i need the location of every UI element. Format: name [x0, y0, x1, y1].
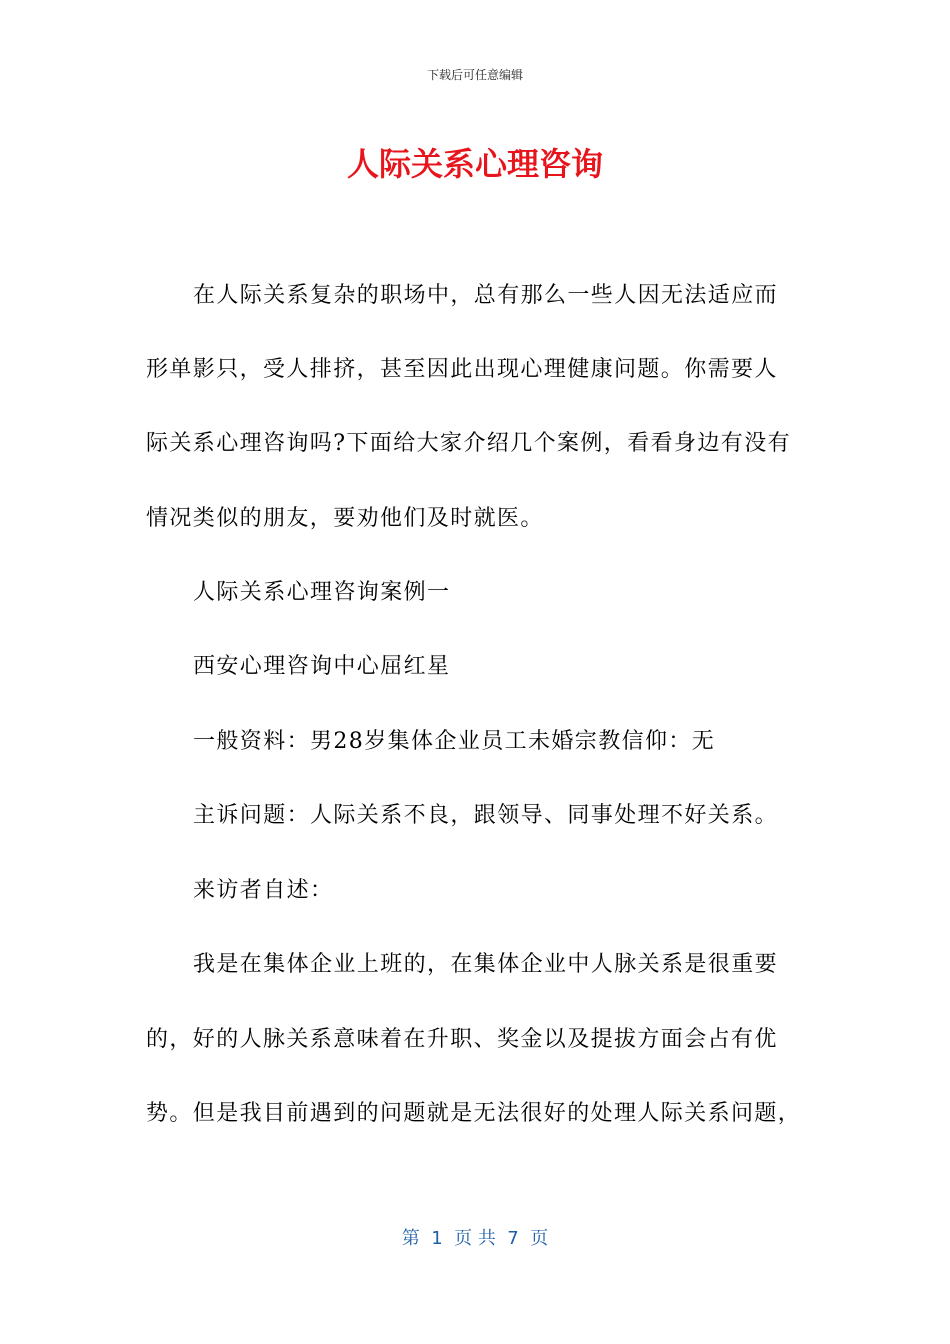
paragraph-line: 在人际关系复杂的职场中，总有那么一些人因无法适应而 — [193, 283, 779, 308]
header-note: 下载后可任意编辑 — [426, 68, 523, 82]
case-heading: 人际关系心理咨询案例一 — [193, 580, 451, 605]
author-line: 西安心理咨询中心屈红星 — [193, 654, 451, 679]
paragraph-line: 势。但是我目前遇到的问题就是无法很好的处理人际关系问题， — [146, 1101, 802, 1126]
paragraph-line: 际关系心理咨询吗?下面给大家介绍几个案例，看看身边有没有 — [146, 431, 791, 456]
paragraph-line: 形单影只，受人排挤，甚至因此出现心理健康问题。你需要人 — [146, 357, 778, 382]
paragraph-line: 我是在集体企业上班的，在集体企业中人脉关系是很重要 — [193, 952, 779, 977]
self-report-heading: 来访者自述： — [193, 878, 334, 903]
document-title: 人际关系心理咨询 — [346, 145, 603, 183]
paragraph-line: 的，好的人脉关系意味着在升职、奖金以及提拔方面会占有优 — [146, 1027, 778, 1052]
complaint-line: 主诉问题：人际关系不良，跟领导、同事处理不好关系。 — [193, 803, 779, 828]
page-number-footer: 第 1 页 共 7 页 — [401, 1228, 549, 1249]
general-info-line: 一般资料：男28岁集体企业员工未婚宗教信仰：无 — [193, 729, 716, 754]
paragraph-line: 情况类似的朋友，要劝他们及时就医。 — [146, 506, 544, 531]
